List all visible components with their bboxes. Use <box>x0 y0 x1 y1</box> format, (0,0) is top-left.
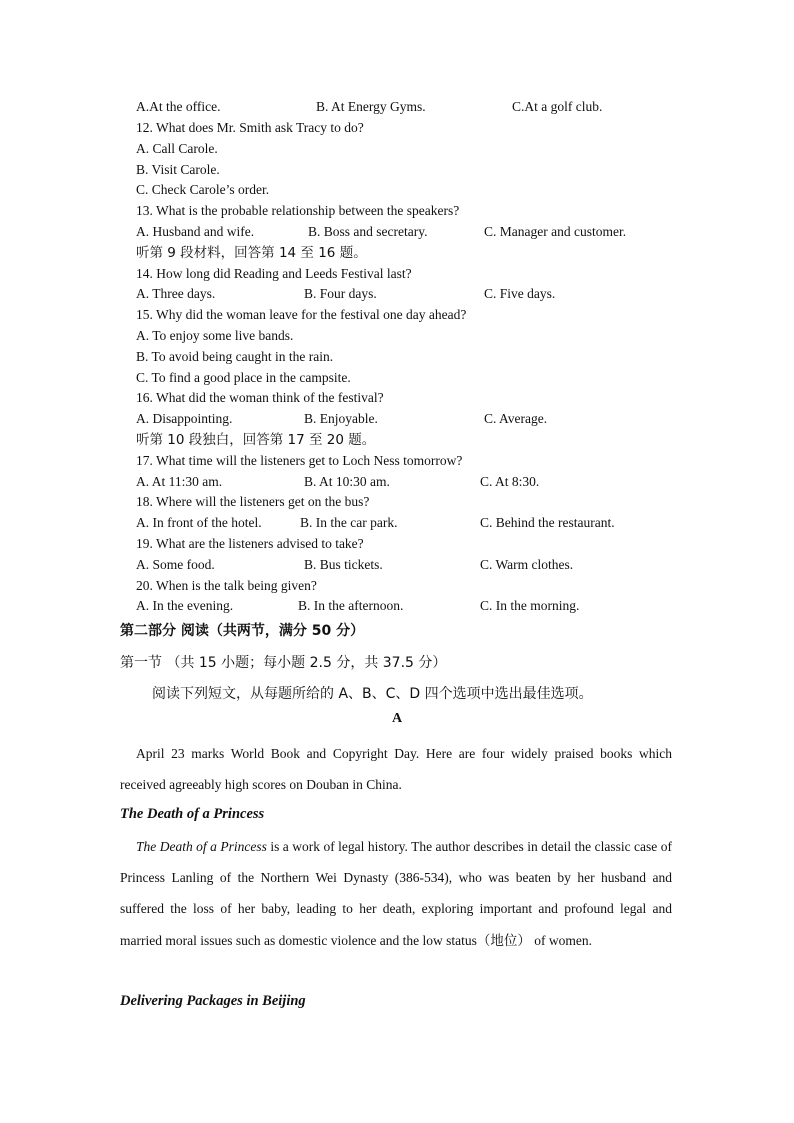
book-1-paragraph-text: is a work of legal history. The author describes in detail the classic case of Princess Lanling of the Northern Wei Dynasty (386-534), who was beaten by her husband and suffered the loss of her baby, leading to her death, exploring important and profound legal and married moral issues such as domestic violence and the low status（地位） of women. <box>120 839 672 948</box>
book-2-title: Delivering Packages in Beijing <box>120 993 306 1009</box>
option-b: B. Enjoyable. <box>304 411 378 426</box>
section-9-instruction: 听第 9 段材料，回答第 14 至 16 题。 <box>136 245 367 261</box>
option-b: B. In the car park. <box>300 515 398 530</box>
option-c: C. Five days. <box>484 286 556 301</box>
option-a: A. At 11:30 am. <box>136 474 223 489</box>
option-c: C. At 8:30. <box>480 474 540 489</box>
question-13: 13. What is the probable relationship between the speakers? <box>136 203 460 218</box>
option-c: C. In the morning. <box>480 598 580 613</box>
question-17: 17. What time will the listeners get to Loch Ness tomorrow? <box>136 453 463 468</box>
option-c: C. Average. <box>484 411 548 426</box>
option-a: A. In front of the hotel. <box>136 515 262 530</box>
question-14: 14. How long did Reading and Leeds Festival last? <box>136 266 412 281</box>
option-c: C. Manager and customer. <box>484 224 627 239</box>
section-10-instruction: 听第 10 段独白，回答第 17 至 20 题。 <box>136 432 376 448</box>
book-1-paragraph <box>120 831 672 956</box>
question-12-option-b: B. Visit Carole. <box>136 162 220 177</box>
intro-paragraph-text: April 23 marks World Book and Copyright Day. Here are four widely praised books which received agreeably high scores on Douban in China. <box>120 746 672 793</box>
option-b: B. Bus tickets. <box>304 557 383 572</box>
question-12: 12. What does Mr. Smith ask Tracy to do? <box>136 120 364 135</box>
question-15-option-a: A. To enjoy some live bands. <box>136 328 294 343</box>
question-18: 18. Where will the listeners get on the bus? <box>136 494 370 509</box>
question-12-option-a: A. Call Carole. <box>136 141 218 156</box>
book-1-title: The Death of a Princess <box>120 806 265 822</box>
section-1-heading: 第一节 （共 15 小题；每小题 2.5 分，共 37.5 分） <box>120 655 447 671</box>
option-a: A. Husband and wife. <box>136 224 255 239</box>
option-c: C.At a golf club. <box>512 99 603 114</box>
question-19: 19. What are the listeners advised to take? <box>136 536 364 551</box>
question-15-option-c: C. To find a good place in the campsite. <box>136 370 351 385</box>
question-12-option-c: C. Check Carole’s order. <box>136 182 270 197</box>
question-15-option-b: B. To avoid being caught in the rain. <box>136 349 334 364</box>
reading-instructions: 阅读下列短文，从每题所给的 A、B、C、D 四个选项中选出最佳选项。 <box>152 686 593 702</box>
option-a: A. Three days. <box>136 286 216 301</box>
intro-paragraph <box>120 738 672 800</box>
part-2-heading: 第二部分 阅读（共两节，满分 50 分） <box>120 623 365 639</box>
option-c: C. Behind the restaurant. <box>480 515 615 530</box>
passage-letter: A <box>391 711 403 726</box>
option-b: B. At Energy Gyms. <box>316 99 426 114</box>
question-15: 15. Why did the woman leave for the festival one day ahead? <box>136 307 467 322</box>
question-16: 16. What did the woman think of the festival? <box>136 390 384 405</box>
option-a: A. Some food. <box>136 557 215 572</box>
option-c: C. Warm clothes. <box>480 557 574 572</box>
option-b: B. Four days. <box>304 286 377 301</box>
option-a: A. Disappointing. <box>136 411 233 426</box>
book-1-title-inline: The Death of a Princess <box>136 839 267 854</box>
question-20: 20. When is the talk being given? <box>136 578 317 593</box>
option-a: A. In the evening. <box>136 598 234 613</box>
option-b: B. In the afternoon. <box>298 598 404 613</box>
option-a: A.At the office. <box>136 99 221 114</box>
option-b: B. At 10:30 am. <box>304 474 390 489</box>
option-b: B. Boss and secretary. <box>308 224 428 239</box>
